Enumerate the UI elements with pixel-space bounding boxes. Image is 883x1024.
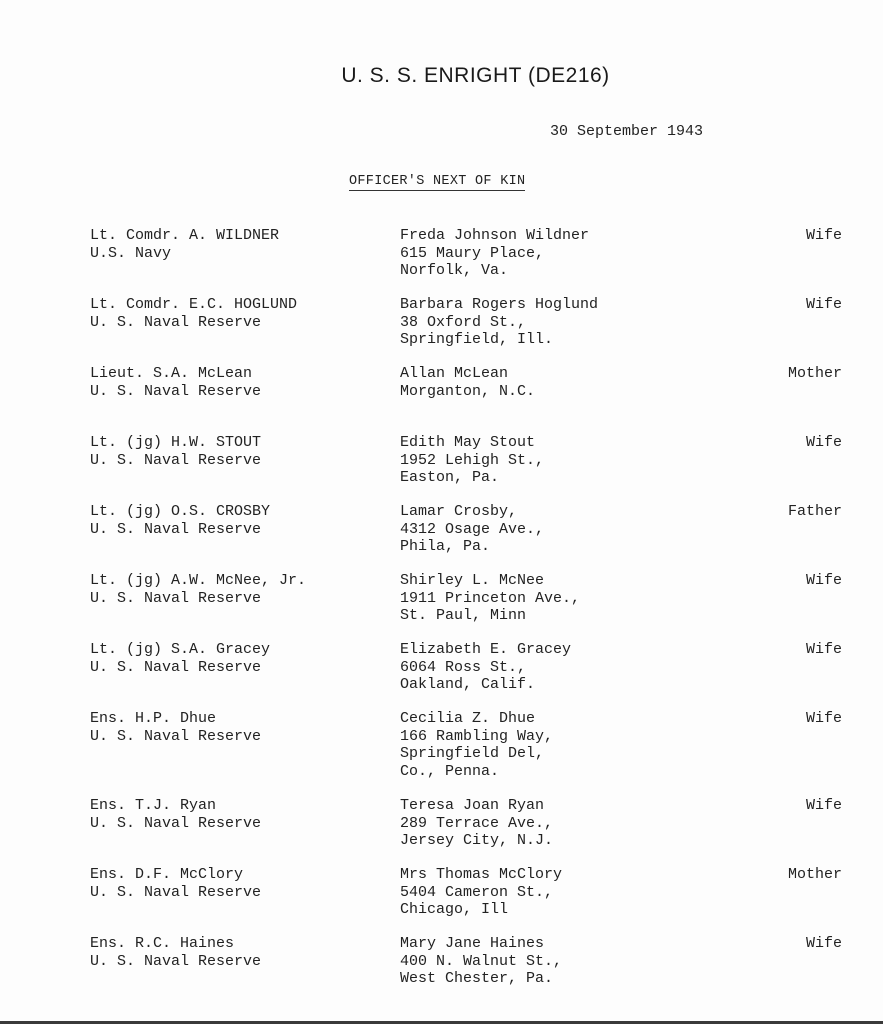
kin-info [400, 641, 710, 694]
officer-rank-name: Ens. H.P. Dhue [90, 710, 217, 727]
relationship: Father [787, 503, 842, 520]
list-item [0, 866, 883, 935]
kin-address-city: Norfolk, Va. [400, 262, 509, 279]
kin-name: Edith May Stout [400, 434, 536, 451]
kin-address-city: Phila, Pa. [400, 538, 491, 555]
kin-address-city: Springfield Del, [400, 745, 545, 762]
officer-rank-name: Lt. Comdr. E.C. HOGLUND [90, 296, 298, 313]
officer-service: U. S. Naval Reserve [90, 589, 262, 607]
kin-address-street: 1952 Lehigh St., [400, 451, 545, 469]
next-of-kin-list [0, 227, 883, 1004]
kin-info [400, 797, 710, 850]
officer-service: U. S. Naval Reserve [90, 658, 262, 676]
kin-address-street: 38 Oxford St., [400, 313, 527, 331]
kin-name: Barbara Rogers Hoglund [400, 296, 599, 313]
list-item [0, 503, 883, 572]
officer-rank-name: Ens. D.F. McClory [90, 866, 244, 883]
list-item [0, 365, 883, 434]
officer-info [90, 935, 380, 970]
list-item [0, 296, 883, 365]
kin-address-city: St. Paul, Minn [400, 607, 527, 624]
kin-name: Teresa Joan Ryan [400, 797, 545, 814]
kin-address-street: 1911 Princeton Ave., [400, 589, 581, 607]
officer-service: U. S. Naval Reserve [90, 814, 262, 832]
officer-info [90, 866, 380, 901]
officer-rank-name: Lt. Comdr. A. WILDNER [90, 227, 280, 244]
officer-service: U. S. Naval Reserve [90, 952, 262, 970]
kin-name: Allan McLean [400, 365, 509, 382]
officer-info [90, 365, 380, 400]
kin-address-street: 166 Rambling Way, [400, 727, 554, 745]
document-title [0, 64, 883, 88]
officer-service: U. S. Naval Reserve [90, 451, 262, 469]
kin-address-street: 4312 Osage Ave., [400, 520, 545, 538]
officer-info [90, 296, 380, 331]
kin-name: Freda Johnson Wildner [400, 227, 590, 244]
officer-rank-name: Lt. (jg) O.S. CROSBY [90, 503, 271, 520]
kin-address-street: 615 Maury Place, [400, 244, 545, 262]
officer-rank-name: Ens. T.J. Ryan [90, 797, 217, 814]
kin-address-street: 289 Terrace Ave., [400, 814, 554, 832]
kin-address-city: Easton, Pa. [400, 469, 500, 486]
officer-rank-name: Lt. (jg) S.A. Gracey [90, 641, 271, 658]
relationship: Wife [805, 227, 842, 244]
officer-service: U. S. Naval Reserve [90, 727, 262, 745]
officer-service: U.S. Navy [90, 244, 172, 262]
officer-service: U. S. Naval Reserve [90, 520, 262, 538]
officer-info [90, 434, 380, 469]
officer-info [90, 710, 380, 745]
officer-info [90, 227, 380, 262]
officer-info [90, 797, 380, 832]
relationship: Wife [805, 935, 842, 952]
kin-info [400, 365, 710, 400]
officer-rank-name: Lieut. S.A. McLean [90, 365, 253, 382]
officer-info [90, 503, 380, 538]
officer-info [90, 641, 380, 676]
document-date: 30 September 1943 [550, 123, 704, 140]
relationship: Wife [805, 641, 842, 658]
kin-info [400, 227, 710, 280]
officer-rank-name: Ens. R.C. Haines [90, 935, 235, 952]
officer-service: U. S. Naval Reserve [90, 313, 262, 331]
kin-info [400, 572, 710, 625]
kin-info [400, 866, 710, 919]
kin-address-street: 6064 Ross St., [400, 658, 527, 676]
kin-info [400, 434, 710, 487]
list-item [0, 572, 883, 641]
kin-info [400, 296, 710, 349]
list-item [0, 935, 883, 1004]
kin-name: Mary Jane Haines [400, 935, 545, 952]
list-item [0, 641, 883, 710]
section-heading: OFFICER'S NEXT OF KIN [349, 174, 526, 189]
kin-name: Mrs Thomas McClory [400, 866, 563, 883]
list-item [0, 227, 883, 296]
kin-name: Lamar Crosby, [400, 503, 518, 520]
officer-service: U. S. Naval Reserve [90, 883, 262, 901]
kin-name: Elizabeth E. Gracey [400, 641, 572, 658]
relationship: Mother [787, 866, 842, 883]
relationship: Mother [787, 365, 842, 382]
officer-service: U. S. Naval Reserve [90, 382, 262, 400]
kin-address-city: Springfield, Ill. [400, 331, 554, 348]
kin-name: Cecilia Z. Dhue [400, 710, 536, 727]
kin-address-county: Co., Penna. [400, 762, 500, 780]
officer-rank-name: Lt. (jg) H.W. STOUT [90, 434, 262, 451]
list-item [0, 434, 883, 503]
kin-info [400, 503, 710, 556]
relationship: Wife [805, 296, 842, 313]
officer-info [90, 572, 380, 607]
kin-info [400, 935, 710, 988]
kin-address-city: Jersey City, N.J. [400, 832, 554, 849]
kin-address-city: West Chester, Pa. [400, 970, 554, 987]
kin-info [400, 710, 710, 780]
kin-address-city: Chicago, Ill [400, 901, 509, 918]
relationship: Wife [805, 797, 842, 814]
officer-rank-name: Lt. (jg) A.W. McNee, Jr. [90, 572, 307, 589]
kin-address-street: 400 N. Walnut St., [400, 952, 563, 970]
kin-address-city: Morganton, N.C. [400, 382, 536, 400]
kin-address-city: Oakland, Calif. [400, 676, 536, 693]
kin-address-street: 5404 Cameron St., [400, 883, 554, 901]
relationship: Wife [805, 710, 842, 727]
kin-name: Shirley L. McNee [400, 572, 545, 589]
relationship: Wife [805, 434, 842, 451]
list-item [0, 710, 883, 797]
ship-name: U. S. S. ENRIGHT (DE216) [341, 64, 610, 87]
list-item [0, 797, 883, 866]
relationship: Wife [805, 572, 842, 589]
